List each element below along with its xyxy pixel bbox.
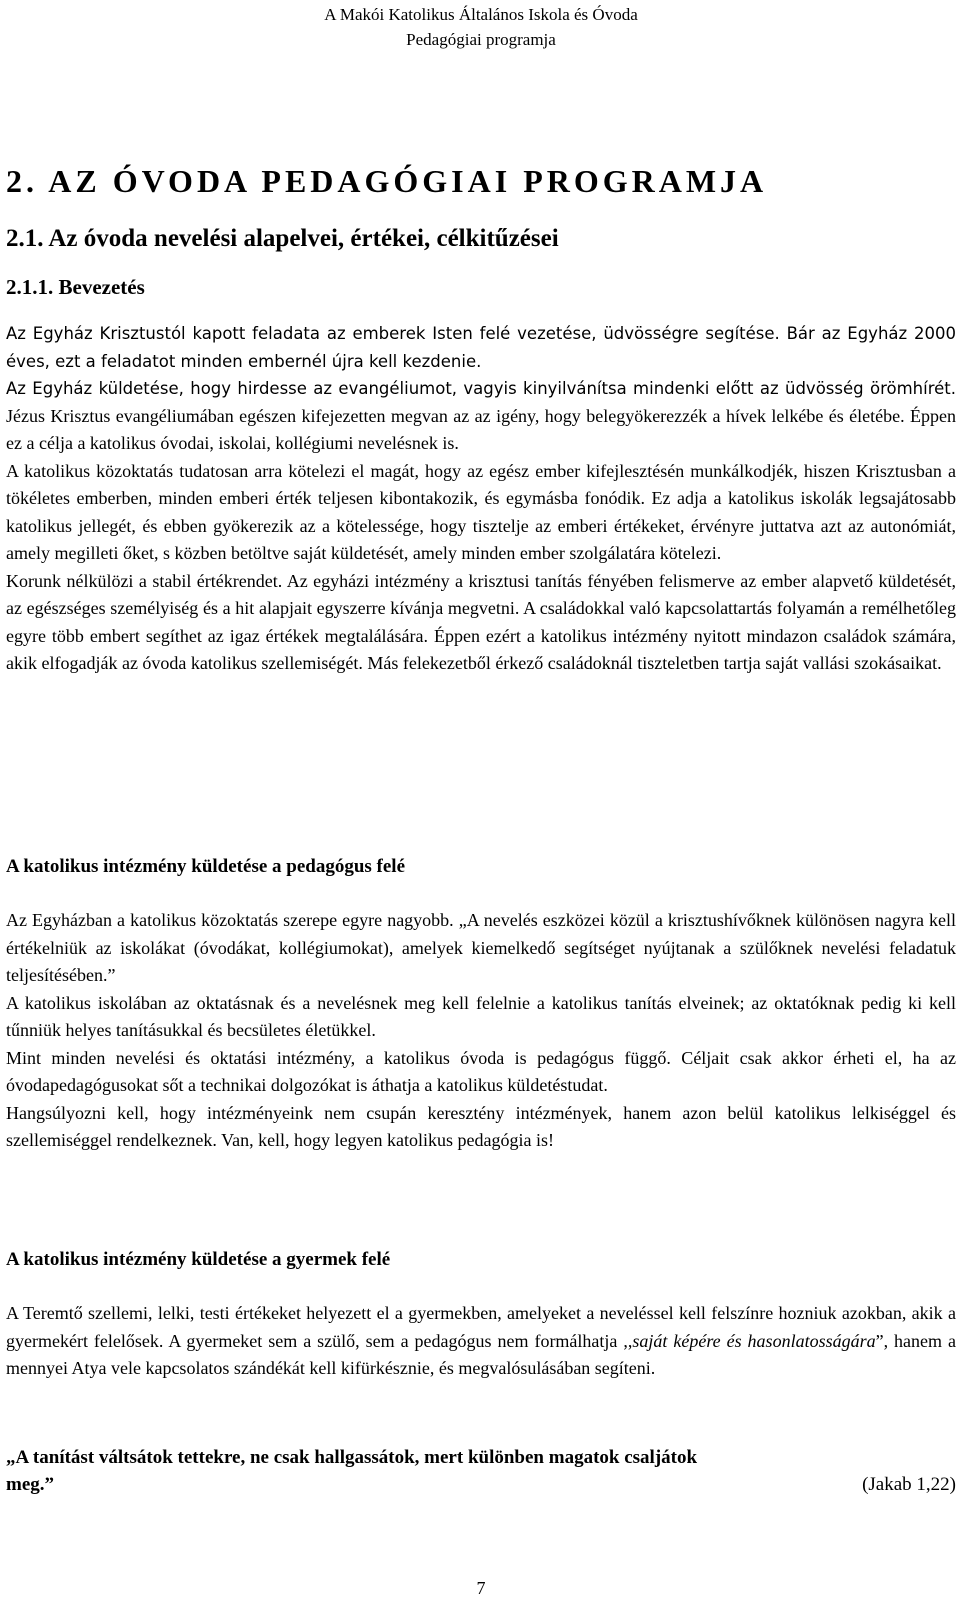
section-heading: 2.1. Az óvoda nevelési alapelvei, értékei, célkitűzései xyxy=(6,225,559,252)
intro-paragraph-4: Korunk nélkülözi a stabil értékrendet. Az egyházi intézmény a krisztusi tanítás fényében felismerve az ember alapvető küldetését, az egészséges személyiség és a hit alapjait egyszerre kívánja megvetni. A családokkal való kapcsolattartás folyamán a remélhetőleg egyre több embert segíthet az igaz értékek megtalálására. Éppen ezért a katolikus intézmény nyitott mindazon családok számára, akik elfogadják az óvoda katolikus szellemiségét. Más felekezetből érkező családoknál tiszteletben tartja saját vallási szokásaikat. xyxy=(6,570,956,673)
teacher-paragraph-2: A katolikus iskolában az oktatásnak és a nevelésnek meg kell felelnie a katolikus tanítás elveinek; az oktatóknak pedig ki kell tűnniük helyes tanításukkal és becsületes életükkel. xyxy=(6,992,956,1040)
child-paragraph-1 xyxy=(6,1300,956,1383)
bible-quote xyxy=(6,1444,956,1498)
intro-section xyxy=(6,320,956,678)
intro-paragraph-1: Az Egyház Krisztustól kapott feladata az emberek Isten felé vezetése, üdvösségre segítése. Bár az Egyház 2000 éves, ezt a feladatot minden embernél újra kell kezdenie. xyxy=(6,324,956,371)
header-document-title: Pedagógiai programja xyxy=(406,30,556,49)
teacher-paragraph-1: Az Egyházban a katolikus közoktatás szerepe egyre nagyobb. „A nevelés eszközei közül a krisztushívőknek különösen nagyra kell értékelniük az iskolákat (óvodákat, kollégiumokat), amelyek kiemelkedő segítséget nyújtanak a szülőknek nevelési feladatuk teljesítésében.” xyxy=(6,910,956,985)
page-number: 7 xyxy=(476,1578,486,1598)
intro-paragraph-3: A katolikus közoktatás tudatosan arra kötelezi el magát, hogy az egész ember kifejlesztésén munkálkodjék, hiszen Krisztusban a tökéletes emberben, minden emberi érték teljesen kibontakozik, és egymásba fonódik. Ez adja a katolikus iskolák legsajátosabb katolikus jellegét, és ebben gyökerezik az a kötelessége, hogy tisztelje az emberi értékeket, érvényre juttatva azt az autonómiát, amely megilleti őket, s közben betöltve saját küldetését, amely minden ember szolgálatára kötelezi. xyxy=(6,460,956,563)
intro-paragraph-2-lead: Az Egyház küldetése, hogy hirdesse az evangéliumot, vagyis kinyilvánítsa mindenki előtt az üdvösség örömhírét. xyxy=(6,379,956,398)
quote-text: „A tanítást váltsátok tettekre, ne csak hallgassátok, mert különben magatok csaljátok xyxy=(6,1447,698,1468)
teacher-mission-section xyxy=(6,856,956,1155)
child-paragraph-1-italic: saját képére és hasonlatosságára xyxy=(632,1330,876,1351)
child-section-title: A katolikus intézmény küldetése a gyermek felé xyxy=(6,1249,391,1270)
subsection-heading: 2.1.1. Bevezetés xyxy=(6,275,145,299)
teacher-paragraph-4: Hangsúlyozni kell, hogy intézményeink nem csupán keresztény intézmények, hanem azon belül katolikus lelkiséggel és szellemiséggel rendelkeznek. Van, kell, hogy legyen katolikus pedagógia is! xyxy=(6,1102,956,1150)
child-paragraph-1-start: A Teremtő szellemi, lelki, testi értékeket helyezett el a gyermekben, amelyeket a neveléssel kell felszínre hozniuk azokban, akik a gyermekért felelősek. A gyermeket sem a szülő, sem a pedagógus nem formálhatja ,, xyxy=(6,1303,956,1351)
teacher-paragraph-3: Mint minden nevelési és oktatási intézmény, a katolikus óvoda is pedagógus függő. Céljait csak akkor érheti el, ha az óvodapedagógusokat sőt a technikai dolgozókat is áthatja a katolikus küldetéstudat. xyxy=(6,1047,956,1095)
child-mission-section xyxy=(6,1249,956,1383)
running-header xyxy=(6,2,956,52)
teacher-section-title: A katolikus intézmény küldetése a pedagógus felé xyxy=(6,856,406,877)
chapter-heading: 2. AZ ÓVODA PEDAGÓGIAI PROGRAMJA xyxy=(6,163,768,199)
quote-end-line xyxy=(6,1471,956,1498)
document-page xyxy=(6,0,956,1598)
header-school-name: A Makói Katolikus Általános Iskola és Óvoda xyxy=(324,5,638,24)
child-paragraph-1-end: ”, hanem a mennyei Atya vele kapcsolatos szándékát kell kifürkésznie, és megvalósulásában segíteni. xyxy=(6,1330,956,1378)
quote-end: meg.” xyxy=(6,1474,55,1495)
intro-paragraph-2 xyxy=(6,375,956,458)
quote-reference: (Jakab 1,22) xyxy=(862,1474,956,1495)
intro-paragraph-2-rest: Jézus Krisztus evangéliumában egészen kifejezetten megvan az az igény, hogy belegyökerezzék a hívek lelkébe és életébe. Éppen ez a célja a katolikus óvodai, iskolai, kollégiumi nevelésnek is. xyxy=(6,405,956,453)
